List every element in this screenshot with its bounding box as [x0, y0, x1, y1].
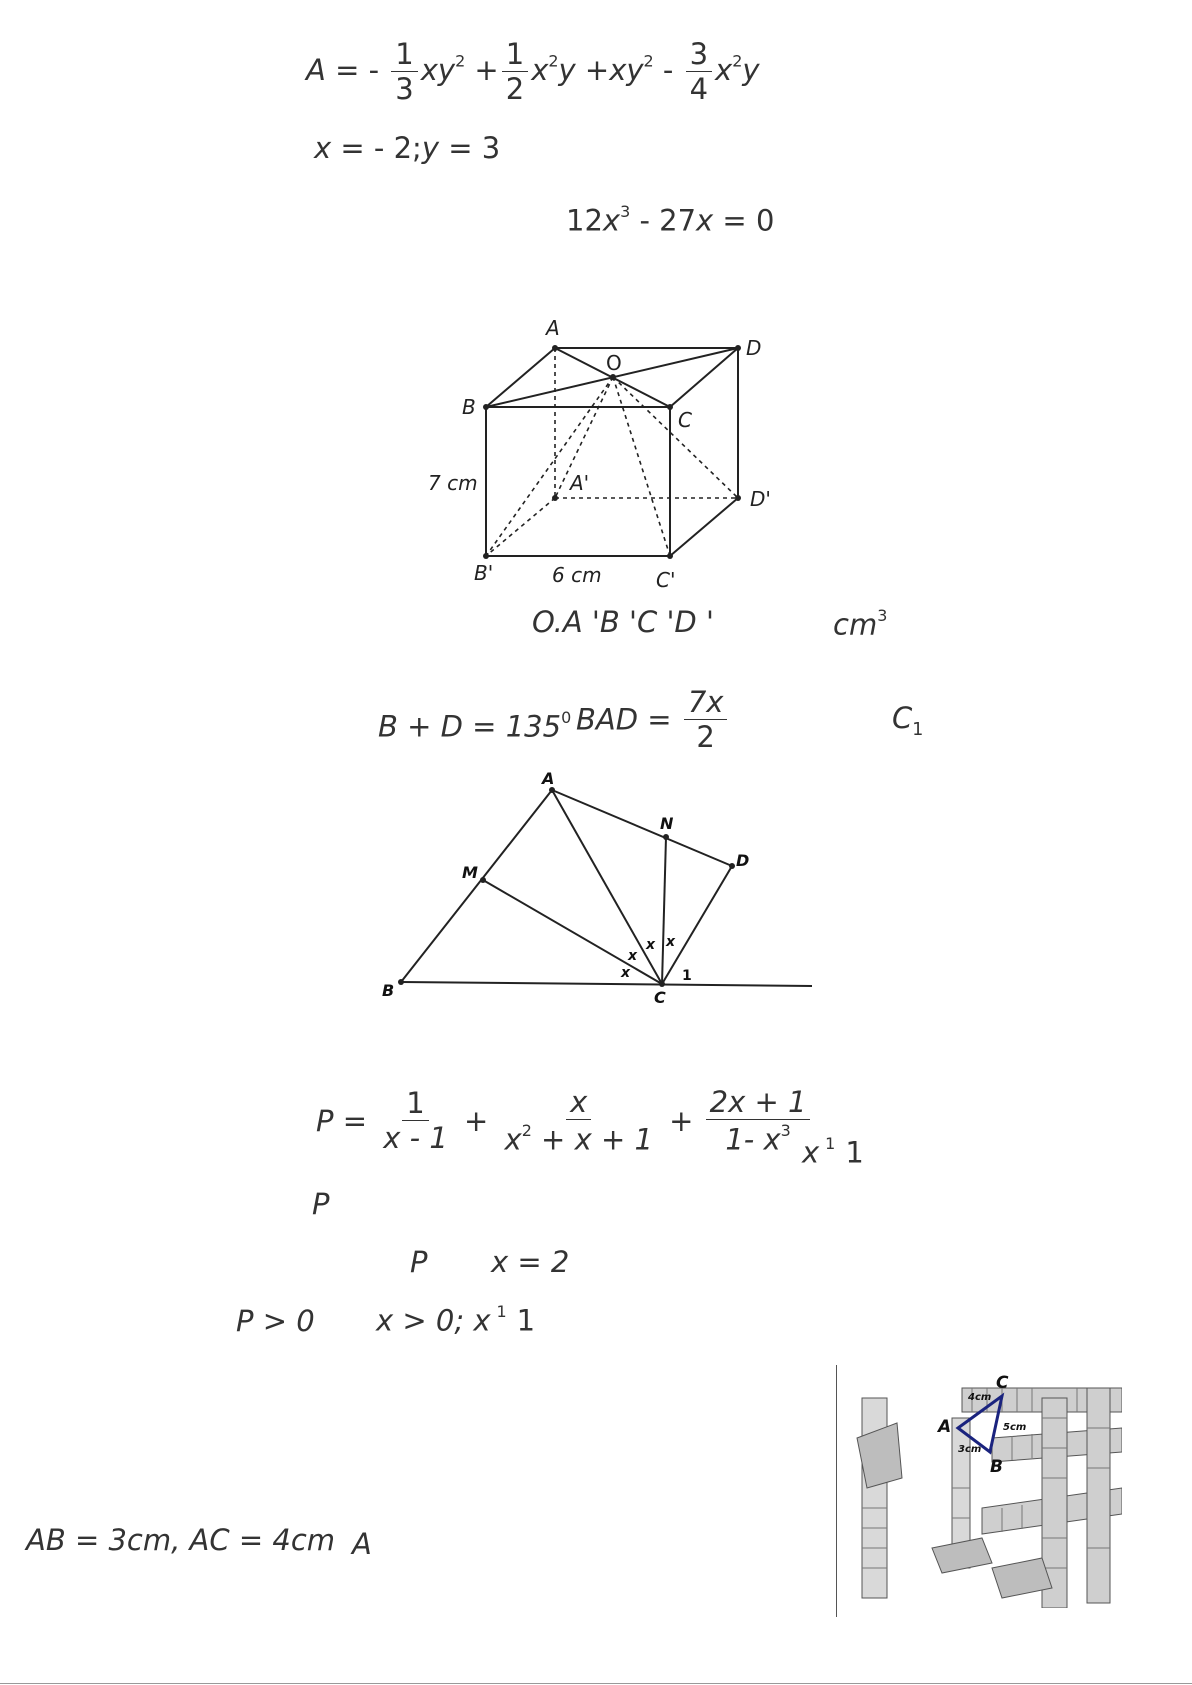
cube-label-b: B — [462, 395, 476, 419]
fraction-one-half: $\frac{1}{2}$ — [502, 40, 528, 104]
term-xy2: xy — [420, 53, 456, 87]
fraction-7x-over-2: $\frac{7x}{2}$ — [684, 688, 728, 752]
condition-x-ne-1: x $^1$ 1 — [802, 1134, 864, 1170]
cube-label-c-prime: C' — [656, 568, 676, 592]
photo-label-a: A — [938, 1417, 952, 1437]
photo-label-4cm: 4cm — [968, 1392, 992, 1403]
page-bottom-border — [0, 1683, 1192, 1684]
photo-label-5cm: 5cm — [1003, 1422, 1027, 1433]
expression-p: P = $\frac{1}{x - 1}$ + $\frac{x}{x^2 + x + 1}$ + $\frac{2x + 1}{1- x^3}$ — [316, 1088, 813, 1155]
quad-label-1: 1 — [682, 968, 692, 984]
quad-label-m: M — [462, 863, 478, 882]
cube-label-d-prime: D' — [750, 487, 771, 511]
quad-label-x3: x — [646, 937, 656, 953]
quad-label-x1: x — [621, 965, 631, 981]
equation-cubic: $12x^3 - 27x = 0$ — [566, 202, 775, 238]
expr-a-eq: = — [335, 53, 360, 87]
fraction-2x-plus-1-over-1-minus-x3: $\frac{2x + 1}{1- x^3}$ — [706, 1088, 811, 1155]
angle-sum: $B + D = 135^0$ — [378, 708, 572, 744]
p-label: P — [312, 1187, 330, 1221]
cube-label-a-prime: A' — [570, 471, 590, 495]
cube-label-c: C — [678, 408, 692, 432]
volume-unit: $cm^3$ — [833, 606, 888, 642]
cube-label-b-prime: B' — [474, 561, 494, 585]
quad-label-a: A — [542, 770, 555, 788]
cube-figure — [410, 310, 790, 600]
fraction-1-over-x-minus-1: $\frac{1}{x - 1}$ — [383, 1086, 448, 1156]
x-equals-2: x = 2 — [491, 1245, 570, 1279]
fraction-three-quarters: $\frac{3}{4}$ — [686, 40, 712, 104]
p-at-2-label: P — [410, 1245, 428, 1279]
cube-width-label: 6 cm — [552, 563, 602, 587]
cube-height-label: 7 cm — [428, 471, 478, 495]
quad-label-n: N — [660, 814, 674, 833]
p-positive-condition: x > 0; x $^1$ 1 — [376, 1302, 536, 1338]
p-positive: P > 0 — [236, 1304, 315, 1338]
photo-divider — [836, 1365, 837, 1617]
triangle-point-a: A — [352, 1527, 372, 1561]
expr-a-lhs: A — [306, 53, 326, 87]
quad-label-d: D — [736, 851, 750, 870]
values-xy: x = - 2;y = 3 — [314, 131, 501, 165]
quadrilateral-figure — [370, 770, 830, 1020]
fraction-x-over-quadratic: $\frac{x}{x^2 + x + 1}$ — [504, 1085, 653, 1157]
label-c1: $C_1$ — [892, 701, 924, 740]
quad-label-x2: x — [628, 948, 638, 964]
cube-label-d: D — [746, 336, 762, 360]
pyramid-label: O.A 'B 'C 'D ' — [532, 605, 714, 639]
quad-label-b: B — [382, 981, 395, 1000]
cube-label-a: A — [546, 316, 560, 340]
photo-label-b: B — [990, 1457, 1003, 1477]
triangle-sides: AB = 3cm, AC = 4cm — [26, 1523, 336, 1557]
quad-label-c: C — [654, 988, 666, 1007]
angle-bad: BAD = $\frac{7x}{2}$ — [576, 688, 730, 752]
quad-label-x4: x — [666, 934, 676, 950]
expression-a: A = - $\frac{1}{3}$ $xy^2$ + $\frac{1}{2}$ $x^2y +xy^2$ - $\frac{3}{4}$ $x^2y$ — [306, 37, 760, 106]
photo-label-c: C — [996, 1373, 1009, 1393]
expr-a-minus: - — [368, 53, 380, 87]
rebar-photo-figure — [842, 1368, 1122, 1608]
fraction-one-third: $\frac{1}{3}$ — [391, 40, 417, 104]
cube-label-o: O — [606, 351, 622, 375]
photo-label-3cm: 3cm — [958, 1444, 982, 1455]
